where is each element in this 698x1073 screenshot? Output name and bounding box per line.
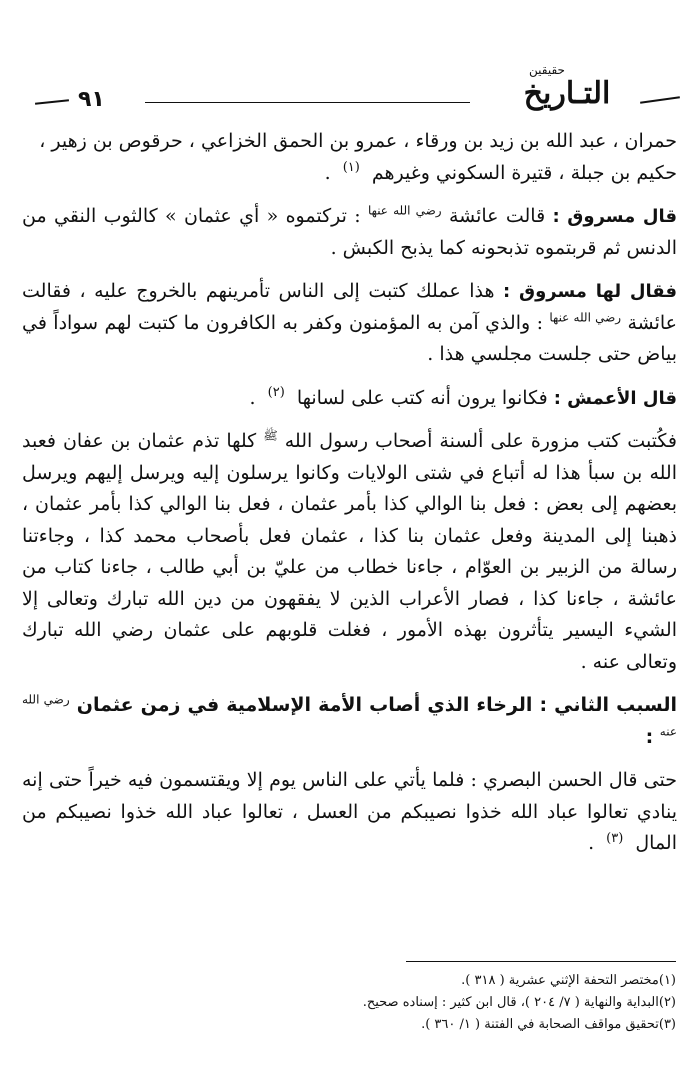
paragraph-text: كلها تذم عثمان بن عفان فعبد الله بن سبأ هذا له أتباع في شتى الولايات وكانوا يرسلون إليه ويرسل إليهم ويرسل بعضهم إلى بعض : فعل بنا الوالي كذا بأمر عثمان ، فعل بنا الوالي كذا بأمر عثمان ، ذهبنا إلى المدينة وفعل عثمان بنا كذا ، عثمان فعل بأصحاب محمد كذا ، وجاءتنا رسالة من الزبير بن العوّام ، جاءنا خطاب من عليّ بن أبي طالب ، جاءنا كتاب من عائشة ، جاءنا كذا ، فصار الأعراب الذين لا يفقهون من دين الله تبارك وتعالى إلا الشيء اليسير يتأثرون بهذه الأمور ، فغلت قلوبهم على عثمان رضي الله تبارك وتعالى عنه . — [22, 430, 677, 673]
footnote-3: (٣)تحقيق مواقف الصحابة في الفتنة ( ١/ ٣٦٠ ). — [421, 1017, 676, 1032]
paragraph-end: . — [588, 832, 595, 854]
paragraph-text: قالت عائشة — [441, 205, 553, 227]
honorific: رضي الله عنها — [549, 310, 622, 325]
paragraph-text: فكانوا يرون أنه كتب على لسانها — [296, 386, 554, 409]
section-heading — [22, 690, 677, 753]
page-header — [20, 55, 680, 125]
honorific: رضي الله عنه — [22, 692, 677, 739]
heading-colon: : — [645, 725, 660, 748]
footnote-ref-3: (٣) — [606, 830, 624, 846]
footnotes — [76, 970, 676, 1036]
paragraph-text: هذا عملك كتبت إلى الناس تأمرينهم بالخروج عليه ، فقالت عائشة — [22, 280, 678, 334]
speaker-masruq-reply: فقال لها مسروق : — [503, 281, 677, 302]
honorific: ﷺ — [263, 428, 278, 443]
footnote-ref-1: (١) — [342, 160, 360, 176]
header-rule — [145, 102, 470, 103]
names-line-1: حمران ، عبد الله بن زيد بن ورقاء ، عمرو بن الحمق الخزاعي ، حرقوص بن زهير ، — [39, 130, 677, 152]
paragraph-text: : والذي آمن به المؤمنون وكفر به الكافرون ما كتبت لهم سواداً في بياض حتى جلست مجلسي هذا . — [22, 311, 677, 365]
heading-second-cause: السبب الثاني : الرخاء الذي أصاب الأمة الإسلامية في زمن عثمان — [69, 694, 677, 716]
paragraph-hasan — [22, 765, 677, 860]
paragraph-amash — [22, 383, 677, 415]
paragraph-end: . — [324, 161, 331, 184]
paragraph-text: حتى قال الحسن البصري : فلما يأتي على الناس يوم إلا ويقتسمون فيه خيراً حتى إنه ينادي تعالوا عباد الله خذوا نصيبكم من العسل ، تعالوا عباد الله خذوا نصيبكم من المال — [22, 769, 677, 854]
footnote-separator — [406, 961, 676, 962]
paragraph-names — [22, 126, 677, 189]
footnote-2: (٢)البداية والنهاية ( ٧/ ٢٠٤ )، قال ابن كثير : إسناده صحيح. — [362, 995, 676, 1010]
header-ornament-right — [640, 96, 680, 104]
paragraph-end: . — [249, 386, 256, 409]
names-line-2: حكيم بن جبلة ، قتيرة السكوني وغيرهم — [371, 161, 677, 184]
speaker-amash: قال الأعمش : — [553, 387, 677, 409]
footnote-ref-2: (٢) — [267, 385, 285, 401]
paragraph-masruq-reply — [22, 276, 677, 371]
footnote-1: (١)مختصر التحفة الإثني عشرية ( ٣١٨ ). — [461, 973, 676, 988]
header-ornament-left — [35, 99, 69, 105]
main-text — [22, 126, 677, 860]
paragraph-forged-letters — [22, 426, 677, 678]
paragraph-masruq — [22, 201, 677, 264]
speaker-masruq: قال مسروق : — [552, 206, 677, 227]
logo-subtitle: حقيقين — [529, 63, 565, 77]
logo-title: التـاريخ — [523, 76, 611, 111]
page-number: ٩١ — [78, 87, 105, 112]
paragraph-text: : تركتموه « أي عثمان » كالثوب النقي من الدنس ثم قربتموه تذبحونه كما يذبح الكبش . — [22, 205, 677, 259]
book-logo — [492, 63, 642, 123]
paragraph-text: فكُتبت كتب مزورة على ألسنة أصحاب رسول الله — [277, 430, 677, 452]
honorific: رضي الله عنها — [368, 203, 442, 218]
